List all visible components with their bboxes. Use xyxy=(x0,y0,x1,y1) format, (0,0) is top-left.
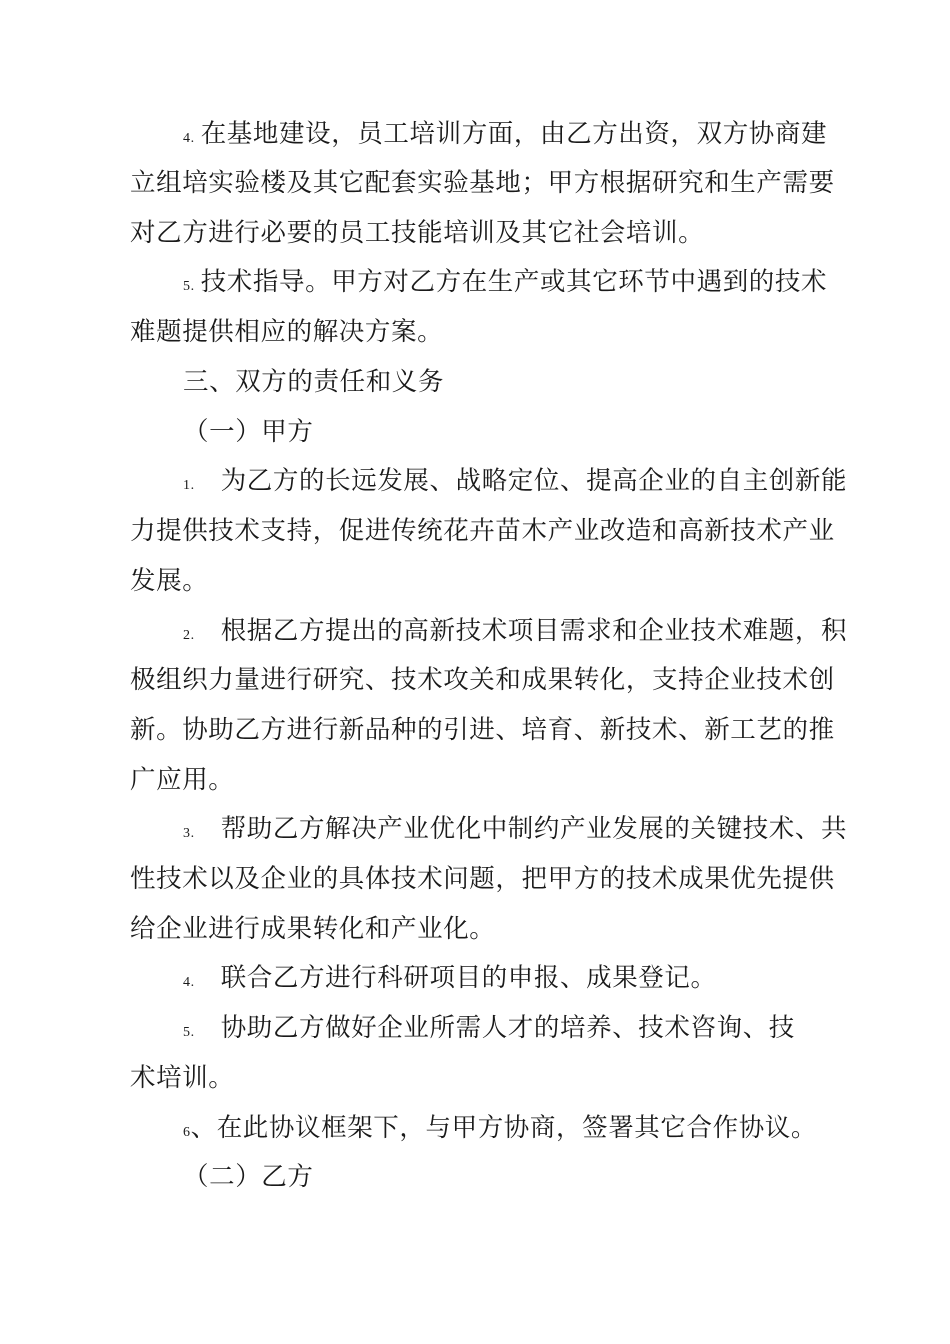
item-number: 4. xyxy=(183,131,195,146)
item-number: 6 xyxy=(183,1125,191,1140)
text-line: 难题提供相应的解决方案。 xyxy=(130,317,444,347)
item-number: 2. xyxy=(183,628,195,643)
item-number: 4. xyxy=(183,975,195,990)
text-line: 立组培实验楼及其它配套实验基地；甲方根据研究和生产需要 xyxy=(130,168,835,198)
text-line xyxy=(183,464,847,503)
paragraph-text: 为乙方的长远发展、战略定位、提高企业的自主创新能 xyxy=(220,466,848,496)
paragraph-text: 联合乙方进行科研项目的申报、成果登记。 xyxy=(220,963,717,993)
text-line: 术培训。 xyxy=(130,1063,235,1093)
text-line xyxy=(183,961,717,1000)
text-line xyxy=(183,117,827,156)
paragraph-text: 、在此协议框架下，与甲方协商，签署其它合作协议。 xyxy=(190,1113,818,1143)
item-number: 1. xyxy=(183,478,195,493)
item-number: 3. xyxy=(183,826,195,841)
text-line: 力提供技术支持，促进传统花卉苗木产业改造和高新技术产业 xyxy=(130,516,835,546)
paragraph-text: 根据乙方提出的高新技术项目需求和企业技术难题，积 xyxy=(220,616,848,646)
item-number: 5. xyxy=(183,279,195,294)
item-number: 5. xyxy=(183,1025,195,1040)
section-heading: 三、双方的责任和义务 xyxy=(183,367,445,397)
paragraph-text: 协助乙方做好企业所需人才的培养、技术咨询、技 xyxy=(220,1013,795,1043)
text-line: 给企业进行成果转化和产业化。 xyxy=(130,914,496,944)
text-line: 极组织力量进行研究、技术攻关和成果转化，支持企业技术创 xyxy=(130,665,835,695)
text-line: 对乙方进行必要的员工技能培训及其它社会培训。 xyxy=(130,218,705,248)
text-line xyxy=(183,265,827,304)
text-line xyxy=(183,614,847,653)
paragraph-text: 帮助乙方解决产业优化中制约产业发展的关键技术、共 xyxy=(220,814,848,844)
text-line xyxy=(183,1011,795,1050)
text-line xyxy=(183,1111,817,1150)
text-line: 发展。 xyxy=(130,566,209,596)
text-line: 新。协助乙方进行新品种的引进、培育、新技术、新工艺的推 xyxy=(130,715,835,745)
subsection-heading: （一）甲方 xyxy=(183,417,314,447)
paragraph-text: 在基地建设，员工培训方面，由乙方出资，双方协商建 xyxy=(200,119,828,149)
subsection-heading: （二）乙方 xyxy=(183,1162,314,1192)
paragraph-text: 技术指导。甲方对乙方在生产或其它环节中遇到的技术 xyxy=(200,267,828,297)
text-line xyxy=(183,812,847,851)
text-line: 性技术以及企业的具体技术问题，把甲方的技术成果优先提供 xyxy=(130,864,835,894)
text-line: 广应用。 xyxy=(130,765,235,795)
